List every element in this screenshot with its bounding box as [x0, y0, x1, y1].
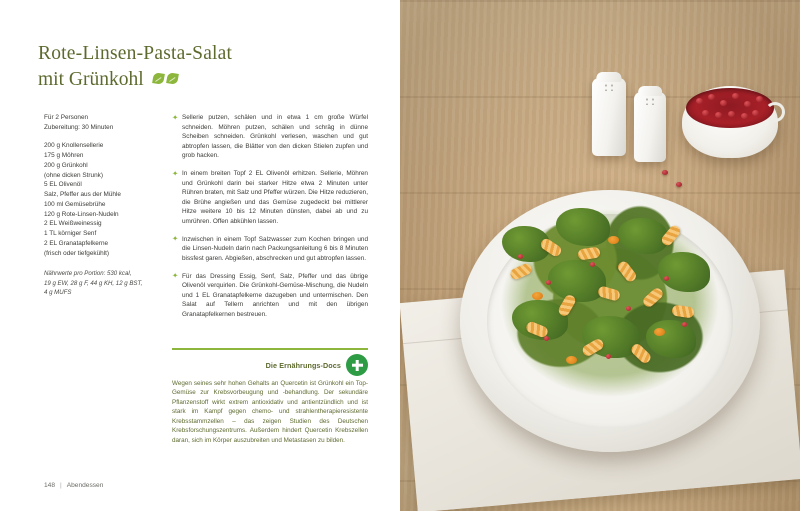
pomegranate-seed: [744, 101, 751, 107]
bowl-contents: [686, 88, 774, 128]
pomegranate-seed: [715, 112, 722, 118]
pomegranate-seed: [662, 170, 668, 175]
list-item: 2 EL Weißweinessig: [44, 220, 102, 228]
kale-leaf: [646, 320, 696, 358]
pomegranate-seed: [708, 94, 715, 100]
pomegranate-seed: [518, 254, 523, 259]
list-item: 2 EL Granatapfelkerne: [44, 239, 109, 247]
pomegranate-seed: [626, 306, 631, 311]
pomegranate-seed: [546, 280, 551, 285]
pepper-shaker: [634, 92, 666, 162]
leaf-badge-group: [153, 73, 178, 84]
servings-label: Für 2 Personen: [44, 114, 89, 121]
nutrition-heading: Nährwerte pro Portion: 530 kcal,: [44, 270, 132, 278]
infobox-title: Die Ernährungs-Docs: [265, 360, 341, 370]
recipe-photo-page: [400, 0, 800, 511]
recipe-title-block: [38, 42, 368, 91]
divider: [172, 348, 368, 350]
step-text: Sellerie putzen, schälen und in etwa 1 cm große Würfel schneiden. Möhren putzen, schälen und schräg in dünne Scheiben schneiden. Grünkohl verlesen, waschen und gut abtropfen lassen, die Blätter von den dicken Stielen zupfen und grob hacken.: [182, 114, 368, 160]
plus-icon: [346, 354, 368, 376]
list-item: 175 g Möhren: [44, 152, 84, 160]
list-item: 1 TL körniger Senf: [44, 230, 97, 238]
section-label: Abendessen: [66, 482, 104, 489]
ingredients-column: [44, 113, 156, 298]
shaker-cap: [596, 72, 621, 82]
pomegranate-seed: [702, 110, 709, 116]
pasta-spiral: [616, 259, 638, 283]
pomegranate-seed: [606, 354, 611, 359]
leaf-icon: [152, 73, 165, 86]
carrot-slice: [608, 236, 619, 244]
step-bullet-icon: ✦: [172, 112, 179, 122]
list-item: 200 g Grünkohl: [44, 161, 88, 169]
kale-leaf: [548, 260, 606, 302]
step-item: [172, 169, 368, 227]
step-text: Für das Dressing Essig, Senf, Salz, Pfeffer und das übrige Olivenöl verquirlen. Die Grünkohl-Gemüse-Mischung, die Nudeln und 1 EL Granatapfelkerne dazugeben und untermischen. Den Salat auf Tellern anrichten und mit den übrigen Granatapfelkernen bestreuen.: [182, 272, 368, 318]
pomegranate-seed: [720, 100, 727, 106]
pasta-spiral: [597, 285, 621, 302]
recipe-meta: [44, 113, 156, 132]
nutrition-docs-infobox: [172, 348, 368, 445]
infobox-body: Wegen seines sehr hohen Gehalts an Quercetin ist Grünkohl ein Top-Gemüse zur Krebsvorbeugung und -behandlung. Der sekundäre Pflanzenstoff wirkt extrem antioxidativ und antientzündlich und ist stark im Kampf gegen chemo- und strahlentherapieresistente Krebsstammzellen – das zeigen Studien des Deutschen Krebsforschungszentrums. Außerdem hindert Quercetin Krebszellen daran, sich im Körper auszubreiten und Metastasen zu bilden.: [172, 380, 368, 444]
list-item: (ohne dicken Strunk): [44, 171, 103, 179]
infobox-header: [172, 354, 368, 376]
list-item: 5 EL Olivenöl: [44, 181, 82, 189]
salad-portion: [486, 196, 734, 410]
ingredient-list: [44, 141, 156, 258]
nutrition-block: [44, 269, 156, 297]
page-footer: [44, 482, 103, 489]
pomegranate-bowl: [682, 86, 778, 158]
pomegranate-seed: [752, 110, 759, 116]
list-item: Salz, Pfeffer aus der Mühle: [44, 191, 121, 199]
kale-leaf: [658, 252, 710, 292]
step-item: [172, 113, 368, 161]
list-item: 100 ml Gemüsebrühe: [44, 200, 106, 208]
page-number: 148: [44, 482, 56, 489]
pomegranate-seed: [741, 113, 748, 119]
pomegranate-seed: [676, 182, 682, 187]
kale-leaf: [618, 218, 668, 254]
carrot-slice: [654, 328, 665, 336]
shaker-holes-icon: [603, 83, 615, 91]
footer-separator: |: [60, 482, 62, 489]
pasta-spiral: [509, 262, 534, 281]
step-bullet-icon: ✦: [172, 271, 179, 281]
bowl-handle: [765, 102, 785, 122]
pomegranate-seed: [590, 262, 595, 267]
step-bullet-icon: ✦: [172, 168, 179, 178]
step-item: [172, 272, 368, 320]
list-item: (frisch oder tiefgekühlt): [44, 249, 109, 257]
nutrition-line: 4 g MUFS: [44, 289, 72, 297]
list-item: 200 g Knollensellerie: [44, 142, 104, 150]
pomegranate-seed: [732, 93, 739, 99]
preparation-steps: [172, 113, 368, 328]
pomegranate-seed: [696, 98, 703, 104]
pomegranate-seed: [664, 276, 669, 281]
shaker-cap: [638, 86, 662, 96]
salt-shaker: [592, 78, 626, 156]
pasta-spiral: [577, 247, 600, 261]
list-item: 120 g Rote-Linsen-Nudeln: [44, 210, 119, 218]
shaker-holes-icon: [644, 97, 656, 105]
pomegranate-seed: [682, 322, 687, 327]
pomegranate-seed: [756, 96, 763, 102]
leaf-icon: [166, 73, 179, 86]
page-title: Rote-Linsen-Pasta-Salat: [38, 43, 233, 64]
step-bullet-icon: ✦: [172, 234, 179, 244]
carrot-slice: [566, 356, 577, 364]
carrot-slice: [532, 292, 543, 300]
recipe-subtitle-row: [38, 69, 368, 91]
kale-leaf: [556, 208, 610, 246]
recipe-subtitle: mit Grünkohl: [38, 68, 144, 90]
nutrition-line: 19 g EW, 28 g F, 44 g KH, 12 g BST,: [44, 279, 143, 287]
pomegranate-seed: [728, 111, 735, 117]
step-text: Inzwischen in einem Topf Salzwasser zum Kochen bringen und die Linsen-Nudeln darin nach Packungsanleitung 6 bis 8 Minuten bissfest garen. Abgießen, abschrecken und gut abtropfen lassen.: [182, 235, 368, 262]
prep-time-label: Zubereitung: 30 Minuten: [44, 123, 114, 131]
step-text: In einem breiten Topf 2 EL Olivenöl erhitzen. Sellerie, Möhren und Grünkohl darin bei starker Hitze etwa 2 Minuten unter Rühren braten, mit Salz und Pfeffer würzen. Die Hitze reduzieren, die Brühe angießen und das Gemüse zugedeckt bei mittlerer Hitze weitere 10 bis 12 Minuten dünsten, dabei ab und zu umrühren. Offen abkühlen lassen.: [182, 170, 368, 226]
step-item: [172, 235, 368, 264]
pomegranate-seed: [544, 336, 549, 341]
pasta-spiral: [671, 305, 694, 319]
pasta-spiral: [641, 286, 665, 309]
